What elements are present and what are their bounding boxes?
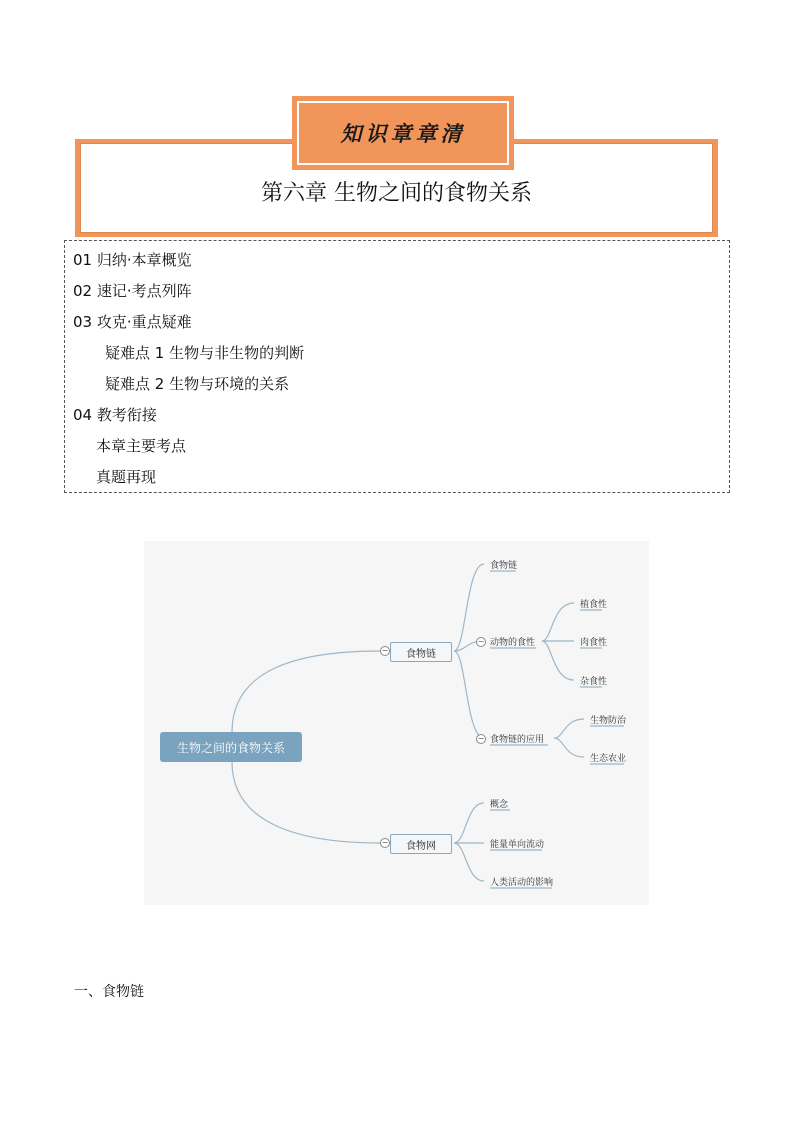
mind-map-leaf[interactable]: 食物链 xyxy=(490,561,518,571)
mind-map-leaf[interactable]: 植食性 xyxy=(580,600,608,610)
toc-subitem: 本章主要考点 xyxy=(96,437,187,455)
tag-box xyxy=(297,101,509,165)
toc-item: 03 攻克·重点疑难 xyxy=(73,313,192,331)
toc-item: 01 归纳·本章概览 xyxy=(73,251,192,269)
mind-map-leaf[interactable]: 肉食性 xyxy=(580,638,608,648)
mind-map-branch-food-chain[interactable]: 食物链 xyxy=(390,642,452,662)
mind-map-leaf[interactable]: 能量单向流动 xyxy=(490,840,545,850)
mind-map-branch-food-web[interactable]: 食物网 xyxy=(390,834,452,854)
mind-map-leaf[interactable]: 概念 xyxy=(490,800,509,810)
mind-map-root[interactable]: 生物之间的食物关系 xyxy=(160,732,302,762)
toc-item: 04 教考衔接 xyxy=(73,406,157,424)
mind-map-leaf[interactable]: 动物的食性 xyxy=(490,638,536,648)
tag-text: 知识章章清 xyxy=(340,121,466,146)
toc-subitem: 疑难点 2 生物与环境的关系 xyxy=(105,375,290,393)
chapter-title: 第六章 生物之间的食物关系 xyxy=(261,181,532,206)
collapse-icon[interactable]: − xyxy=(477,637,485,646)
mind-map-leaf[interactable]: 生物防治 xyxy=(590,716,627,726)
section-heading: 一、食物链 xyxy=(74,984,144,1000)
toc-item: 02 速记·考点列阵 xyxy=(73,282,192,300)
mind-map-leaf[interactable]: 生态农业 xyxy=(590,754,627,764)
collapse-icon[interactable]: − xyxy=(477,734,485,743)
mind-map-leaf[interactable]: 杂食性 xyxy=(580,677,608,687)
toc-box xyxy=(64,240,730,493)
mind-map xyxy=(144,541,649,905)
mind-map-leaf[interactable]: 食物链的应用 xyxy=(490,735,545,745)
mind-map-leaf[interactable]: 人类活动的影响 xyxy=(490,878,554,888)
toc-subitem: 真题再现 xyxy=(96,468,157,486)
toc-subitem: 疑难点 1 生物与非生物的判断 xyxy=(105,344,305,362)
collapse-icon[interactable]: − xyxy=(381,838,389,847)
collapse-icon[interactable]: − xyxy=(381,646,389,655)
